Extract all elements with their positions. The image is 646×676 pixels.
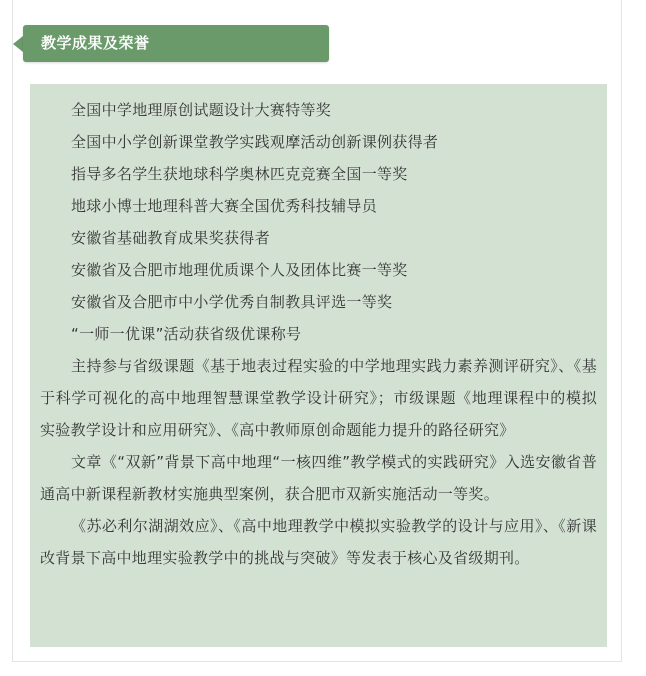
honor-item: 安徽省基础教育成果奖获得者 — [71, 229, 270, 247]
honor-item: “一师一优课”活动获省级优课称号 — [71, 325, 302, 343]
section-title: 教学成果及荣誉 — [41, 34, 150, 52]
honor-item: 地球小博士地理科普大赛全国优秀科技辅导员 — [71, 197, 378, 215]
header-arrow-icon — [13, 36, 23, 52]
honor-item: 全国中小学创新课堂教学实践观摩活动创新课例获得者 — [71, 133, 439, 151]
honor-item: 安徽省及合肥市地理优质课个人及团体比赛一等奖 — [71, 261, 408, 279]
honors-content — [30, 84, 607, 647]
research-paragraph: 主持参与省级课题《基于地表过程实验的中学地理实践力素养测评研究》、《基于科学可视化的高中地理智慧课堂教学设计研究》；市级课题《地理课程中的模拟实验教学设计和应用研究》、《高中教师原创命题能力提升的路径研究》 — [40, 357, 597, 439]
honor-item: 安徽省及合肥市中小学优秀自制教具评选一等奖 — [71, 293, 393, 311]
publications-paragraph: 《苏必利尔湖湖效应》、《高中地理教学中模拟实验教学的设计与应用》、《新课改背景下高中地理实验教学中的挑战与突破》等发表于核心及省级期刊。 — [40, 517, 597, 567]
honor-item: 全国中学地理原创试题设计大赛特等奖 — [71, 101, 332, 119]
header-bar — [23, 25, 329, 62]
section-header — [13, 25, 331, 62]
honor-item: 指导多名学生获地球科学奥林匹克竞赛全国一等奖 — [71, 165, 408, 183]
article-paragraph: 文章《“双新”背景下高中地理“一核四维”教学模式的实践研究》入选安徽省普通高中新课程新教材实施典型案例，获合肥市双新实施活动一等奖。 — [40, 453, 597, 503]
